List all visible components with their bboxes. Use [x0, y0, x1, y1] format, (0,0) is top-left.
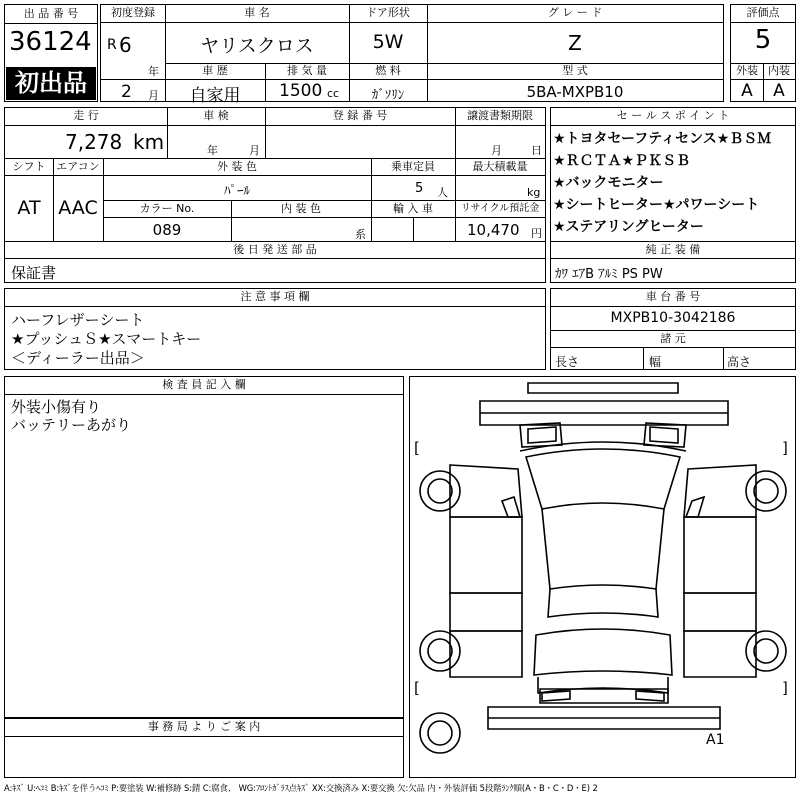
- plate-header: 登 録 番 号: [332, 109, 388, 122]
- shift-header: シフト: [12, 160, 46, 173]
- max-load-unit: kg: [527, 186, 541, 199]
- transfer-deadline-header: 譲渡書類期限: [467, 109, 533, 122]
- exterior-color-value: ﾊﾟｰﾙ: [224, 184, 250, 199]
- chassis-header: 車 台 番 号: [645, 290, 701, 303]
- height-label: 高さ: [727, 355, 752, 369]
- sales-point-line: ★ＲＣＴＡ★ＰＫＳＢ: [553, 153, 691, 169]
- length-label: 長さ: [555, 355, 580, 369]
- interior-grade: A: [773, 81, 785, 101]
- history-value: 自家用: [189, 86, 241, 106]
- exterior-color-header: 外 装 色: [217, 160, 257, 173]
- history-header: 車 歴: [202, 64, 228, 77]
- notes-line: ＜ディーラー出品＞: [11, 349, 145, 367]
- notes-line: ★プッシュＳ★スマートキー: [11, 330, 202, 348]
- inspector-box: [4, 376, 404, 718]
- score-box: [730, 4, 796, 102]
- door-value: 5W: [372, 31, 404, 53]
- fuel-header: 燃 料: [375, 64, 401, 77]
- import-header: 輸 入 車: [393, 202, 433, 215]
- inspector-header: 検 査 員 記 入 欄: [162, 378, 246, 391]
- seating-value: 5: [415, 181, 424, 196]
- displacement-unit: cc: [327, 87, 340, 100]
- left-bracket: [: [414, 439, 420, 457]
- right-bracket: ]: [782, 679, 788, 697]
- legend-text: A:ｷｽﾞ U:ﾍｺﾐ B:ｷｽﾞを伴うﾍｺﾐ P:要塗装 W:補修跡 S:錆 C:腐食、 WG:ﾌﾛﾝﾄｶﾞﾗｽ点ｷｽﾞ XX:交換済み X:要交換 欠:欠品 内・外装評価 5段階ﾗﾝｸ順(A・B・C・D・E) 2: [4, 783, 598, 793]
- color-number-value: 089: [152, 221, 182, 239]
- sales-point-line: ★シートヒーター★パワーシート: [553, 197, 760, 213]
- interior-color-header: 内 装 色: [281, 202, 321, 215]
- first-listing-badge: [6, 67, 96, 100]
- details-box: [4, 107, 546, 283]
- inspection-header: 車 検: [203, 109, 229, 122]
- aircon-header: エアコン: [56, 160, 100, 173]
- mileage-header: 走 行: [73, 109, 99, 122]
- inspection-month-unit: 月: [249, 144, 260, 157]
- sales-points-box: [550, 107, 796, 283]
- chassis-number: MXPB10-3042186: [610, 310, 736, 326]
- recycle-fee-header: リサイクル預託金: [460, 203, 540, 214]
- car-name: ヤリスクロス: [200, 35, 314, 57]
- genuine-equipment-header: 純 正 装 備: [645, 243, 701, 256]
- recycle-fee-value: 10,470: [467, 221, 520, 239]
- fuel-value: ｶﾞｿﾘﾝ: [371, 88, 405, 103]
- grade-value: Z: [568, 31, 582, 55]
- car-name-header: 車 名: [244, 6, 270, 19]
- model-code-header: 型 式: [562, 64, 588, 77]
- transfer-month-unit: 月: [491, 144, 502, 157]
- exterior-header: 外装: [736, 64, 758, 77]
- era-mark: R: [107, 37, 117, 53]
- chassis-box: [550, 288, 796, 370]
- seating-header: 乗車定員: [391, 160, 435, 173]
- damage-mark: A1: [706, 732, 725, 748]
- displacement-header: 排 気 量: [287, 64, 327, 77]
- first-registration-header: 初度登録: [111, 6, 155, 19]
- dimensions-header: 諸 元: [660, 332, 686, 345]
- sales-point-line: ★ステアリングヒーター: [553, 219, 704, 235]
- interior-color-unit: 系: [355, 228, 366, 241]
- model-code-value: 5BA-MXPB10: [526, 83, 624, 101]
- lot-number: 36124: [9, 27, 92, 57]
- score-value: 5: [754, 25, 772, 55]
- transfer-day-unit: 日: [531, 144, 542, 157]
- mileage-unit: km: [133, 130, 165, 154]
- door-header: ドア形状: [366, 6, 410, 19]
- sales-point-line: ★トヨタセーフティセンス★ＢＳＭ: [553, 131, 772, 147]
- recycle-fee-unit: 円: [531, 227, 542, 240]
- interior-header: 内装: [768, 64, 790, 77]
- car-outline-diagram: [410, 377, 795, 777]
- inspector-line: バッテリーあがり: [11, 416, 132, 434]
- notes-box: [4, 288, 546, 370]
- seating-unit: 人: [437, 186, 448, 199]
- mileage-value: 7,278: [65, 130, 123, 154]
- lot-number-header: 出 品 番 号: [23, 7, 79, 20]
- registration-year: 6: [119, 33, 132, 57]
- notes-line: ハーフレザーシート: [11, 311, 145, 329]
- month-unit: 月: [148, 89, 159, 102]
- year-unit: 年: [148, 65, 159, 78]
- grade-header: グ レ ー ド: [547, 6, 603, 19]
- office-header: 事 務 局 よ り ご 案 内: [147, 720, 261, 733]
- left-bracket: [: [414, 679, 420, 697]
- right-bracket: ]: [782, 439, 788, 457]
- later-parts-value: 保証書: [11, 264, 57, 282]
- later-parts-header: 後 日 発 送 部 品: [233, 243, 317, 256]
- first-listing-label: 初出品: [15, 69, 87, 97]
- sales-point-line: ★バックモニター: [553, 175, 664, 191]
- genuine-equipment-value: ｶﾜ ｴｱB ｱﾙﾐ PS PW: [555, 267, 663, 282]
- office-box: [4, 718, 404, 778]
- shift-value: AT: [17, 197, 41, 219]
- aircon-value: AAC: [58, 197, 98, 219]
- registration-month: 2: [121, 82, 132, 102]
- displacement-value: 1500: [279, 81, 323, 101]
- lot-number-box: [4, 4, 98, 102]
- notes-header: 注 意 事 項 欄: [240, 290, 310, 303]
- inspector-line: 外装小傷有り: [11, 398, 102, 416]
- color-number-header: カラー No.: [139, 202, 195, 215]
- exterior-grade: A: [741, 81, 753, 101]
- width-label: 幅: [649, 355, 662, 369]
- vehicle-info-box: [100, 4, 724, 106]
- score-header: 評価点: [746, 6, 780, 19]
- sales-points-header: セ ー ル ス ポ イ ン ト: [616, 109, 730, 122]
- max-load-header: 最大積載量: [472, 160, 528, 173]
- damage-diagram: [409, 376, 796, 778]
- inspection-year-unit: 年: [207, 144, 218, 157]
